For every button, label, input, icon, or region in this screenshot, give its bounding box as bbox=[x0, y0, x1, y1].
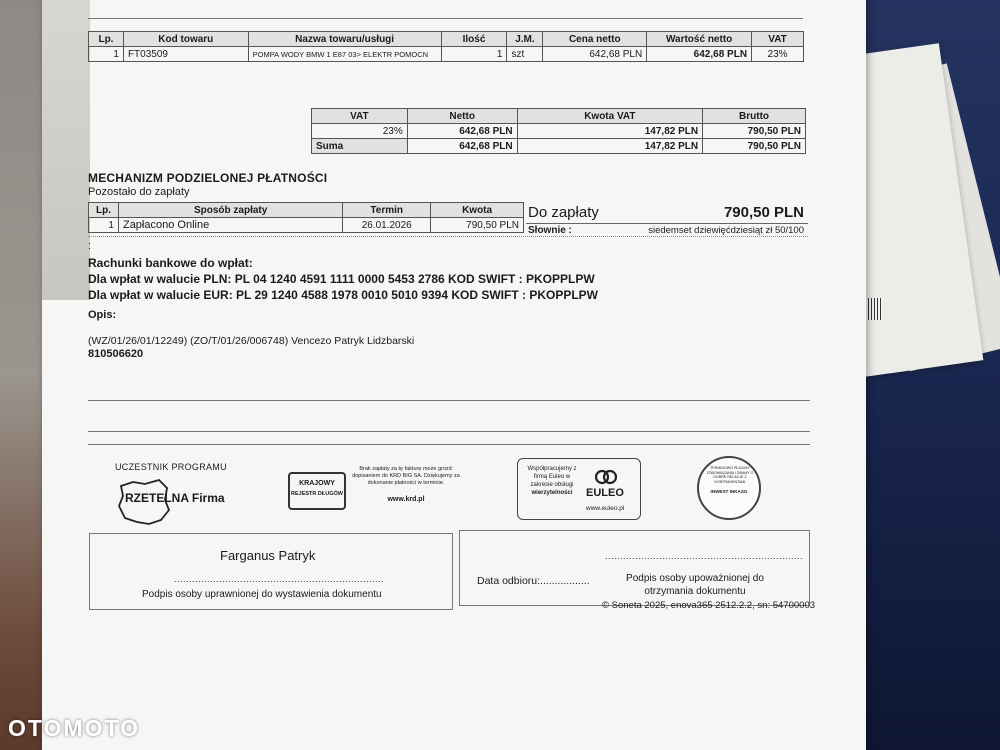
items-table bbox=[88, 31, 804, 62]
description-label: Opis: bbox=[88, 309, 117, 321]
signature-line: ...................................................................... bbox=[174, 574, 385, 584]
euleo-url: www.euleo.pl bbox=[586, 505, 625, 512]
payment-table bbox=[88, 202, 524, 233]
receiver-signature-box bbox=[459, 530, 810, 606]
header-cell: VAT bbox=[752, 32, 804, 47]
divider bbox=[526, 223, 808, 224]
inwest-inkaso-seal bbox=[697, 456, 761, 520]
issuer-caption: Podpis osoby uprawnionej do wystawienia dokumentu bbox=[142, 589, 382, 600]
remaining-label: Pozostało do zapłaty bbox=[88, 186, 190, 198]
rzetelna-caption: UCZESTNIK PROGRAMU bbox=[115, 462, 227, 472]
header-cell: Brutto bbox=[703, 109, 806, 124]
vat-gross: 790,50 PLN bbox=[703, 124, 806, 139]
amount-in-words-value: siedemset dziewięćdziesiąt zł 50/100 bbox=[648, 225, 804, 236]
euleo-mark-icon bbox=[595, 469, 617, 485]
sum-label: Suma bbox=[312, 139, 408, 154]
receiver-caption: Podpis osoby upoważnionej do otrzymania dokumentu bbox=[626, 573, 764, 597]
krd-url: www.krd.pl bbox=[387, 496, 425, 503]
amount-due-value: 790,50 PLN bbox=[723, 204, 804, 221]
vat-amount: 147,82 PLN bbox=[517, 124, 703, 139]
header-cell: Kwota bbox=[431, 203, 524, 218]
seal-title: INWEST INKASO bbox=[710, 489, 748, 494]
header-cell: Kwota VAT bbox=[517, 109, 703, 124]
vat-rate: 23% bbox=[312, 124, 408, 139]
items-table-header bbox=[89, 32, 804, 47]
krd-badge-line1: KRAJOWY bbox=[299, 480, 335, 487]
krd-badge-line2: REJESTR DŁUGÓW bbox=[291, 491, 343, 497]
sum-net: 642,68 PLN bbox=[407, 139, 517, 154]
divider bbox=[88, 18, 803, 19]
issuer-name: Farganus Patryk bbox=[220, 548, 316, 563]
split-payment-title: MECHANIZM PODZIELONEJ PŁATNOŚCI bbox=[88, 171, 328, 185]
vat-net: 642,68 PLN bbox=[407, 124, 517, 139]
header-cell: Ilość bbox=[441, 32, 507, 47]
bank-account-pln: Dla wpłat w walucie PLN: PL 04 1240 4591 1111 0000 5453 2786 KOD SWIFT : PKOPPLPW bbox=[88, 272, 595, 286]
table-row bbox=[312, 139, 806, 154]
table-row bbox=[312, 124, 806, 139]
colon-mark: : bbox=[88, 240, 92, 252]
euleo-notice-bold: wierzytelności bbox=[531, 490, 573, 496]
euleo-logo-box bbox=[517, 458, 641, 520]
row-vat: 23% bbox=[752, 47, 804, 62]
header-cell: Nazwa towaru/usługi bbox=[248, 32, 441, 47]
rzetelna-firma-logo bbox=[115, 462, 245, 532]
row-code: FT03509 bbox=[123, 47, 248, 62]
payment-table-header bbox=[89, 203, 524, 218]
krd-logo bbox=[288, 466, 468, 514]
row-name: POMPA WODY BMW 1 E87 03> ELEKTR POMOCN bbox=[248, 47, 441, 62]
header-cell: Lp. bbox=[89, 203, 119, 218]
vat-summary-table bbox=[311, 108, 806, 154]
euleo-name: EULEO bbox=[586, 487, 624, 499]
euleo-notice-text: Współpracujemy z firmą Euleo w zakresie obsługi bbox=[527, 466, 577, 488]
bank-accounts-title: Rachunki bankowe do wpłat: bbox=[88, 256, 253, 270]
amount-in-words-label: Słownie : bbox=[528, 225, 572, 236]
header-cell: Termin bbox=[343, 203, 431, 218]
row-lp: 1 bbox=[89, 47, 124, 62]
description-text: (WZ/01/26/01/12249) (ZO/T/01/26/006748) Vencezo Patryk Lidzbarski bbox=[88, 335, 415, 347]
header-cell: Wartość netto bbox=[647, 32, 752, 47]
receive-date-label: Data odbioru:................. bbox=[477, 575, 590, 587]
header-cell: J.M. bbox=[507, 32, 543, 47]
row-qty: 1 bbox=[441, 47, 507, 62]
description-number: 810506620 bbox=[88, 348, 144, 360]
euleo-notice bbox=[524, 465, 580, 497]
otomoto-watermark: OTOMOTO bbox=[8, 715, 140, 741]
bank-account-eur: Dla wpłat w walucie EUR: PL 29 1240 4588 1978 0010 5010 9394 KOD SWIFT : PKOPPLPW bbox=[88, 288, 598, 302]
vat-table-header bbox=[312, 109, 806, 124]
divider bbox=[88, 400, 810, 401]
issuer-signature-box bbox=[89, 533, 453, 610]
payment-date: 26.01.2026 bbox=[343, 218, 431, 233]
sum-vat: 147,82 PLN bbox=[517, 139, 703, 154]
software-footer: © Soneta 2025, enova365 2512.2.2, sn: 54700003 bbox=[602, 600, 816, 611]
amount-due-label: Do zapłaty bbox=[528, 204, 599, 221]
krd-notice: Brak zapłaty za tę fakturę może grozić dopisaniem do KRD BIG SA. Dziękujemy za dokonanie płatności w terminie. bbox=[352, 466, 460, 486]
signature-line: .................................................................. bbox=[605, 551, 804, 561]
amount-due-box bbox=[526, 203, 808, 237]
header-cell: Sposób zapłaty bbox=[118, 203, 342, 218]
rzetelna-title: RZETELNA Firma bbox=[125, 491, 225, 505]
sum-gross: 790,50 PLN bbox=[703, 139, 806, 154]
seal-text: TERMINOWO PŁACIMY ZOBOWIĄZANIA I DBAMY O DOBRE RELACJE Z KONTRAHENTAMI bbox=[706, 466, 754, 484]
row-unit: szt bbox=[507, 47, 543, 62]
row-price: 642,68 PLN bbox=[543, 47, 647, 62]
header-cell: VAT bbox=[312, 109, 408, 124]
table-row bbox=[89, 218, 524, 233]
payment-lp: 1 bbox=[89, 218, 119, 233]
divider bbox=[88, 444, 810, 445]
header-cell: Cena netto bbox=[543, 32, 647, 47]
table-row bbox=[89, 47, 804, 62]
header-cell: Kod towaru bbox=[123, 32, 248, 47]
payment-amount: 790,50 PLN bbox=[431, 218, 524, 233]
row-value: 642,68 PLN bbox=[647, 47, 752, 62]
header-cell: Netto bbox=[407, 109, 517, 124]
divider bbox=[88, 236, 808, 237]
header-cell: Lp. bbox=[89, 32, 124, 47]
divider bbox=[88, 431, 810, 432]
krd-badge bbox=[288, 472, 346, 510]
paper-shadow bbox=[42, 0, 90, 300]
payment-method: Zapłacono Online bbox=[118, 218, 342, 233]
